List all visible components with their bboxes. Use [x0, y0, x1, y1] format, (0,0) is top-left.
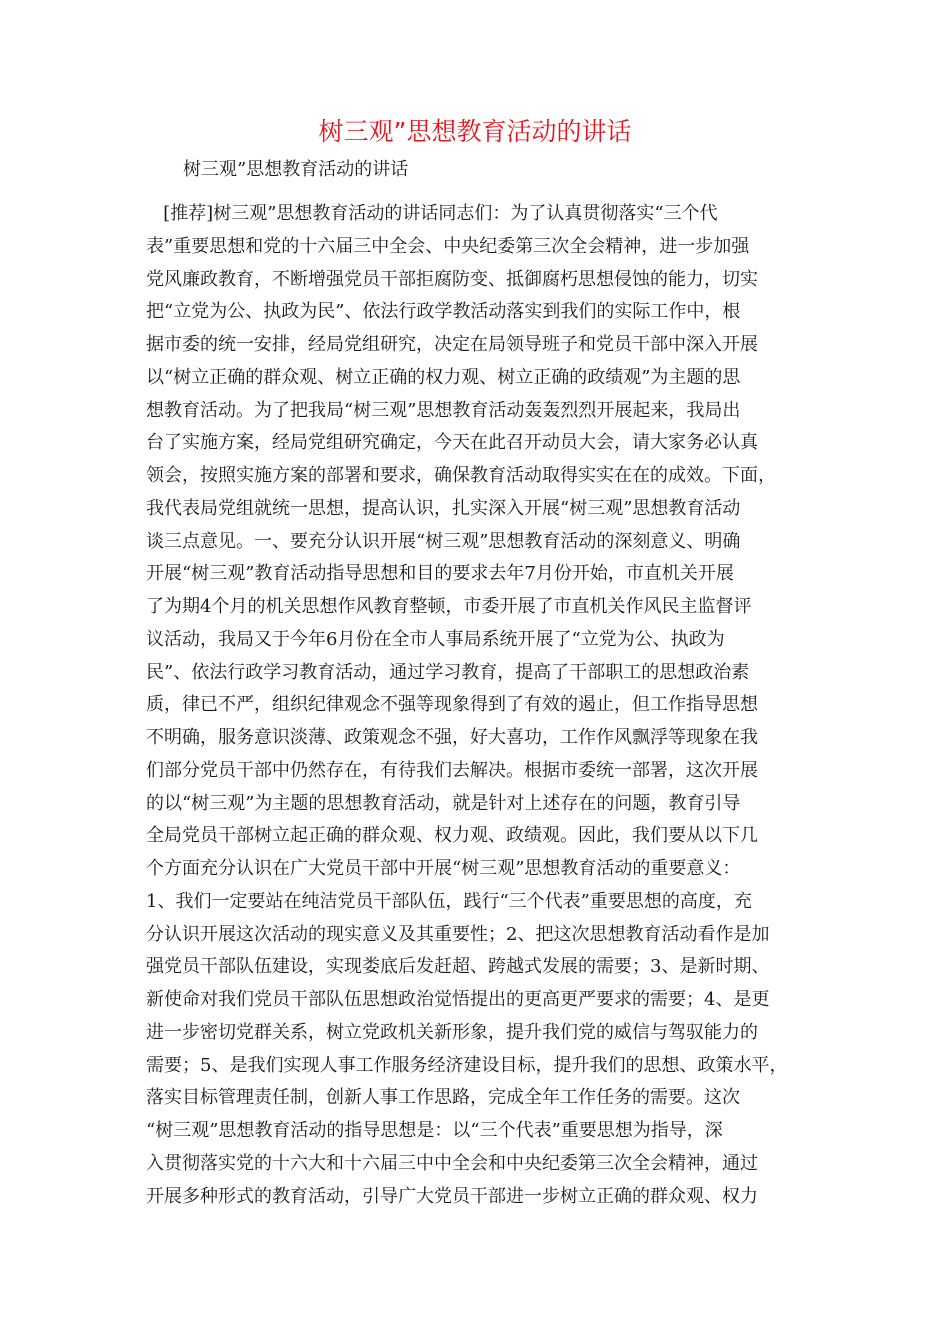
body-text-line: 的以“树三观”为主题的思想教育活动，就是针对上述存在的问题，教育引导 [146, 792, 741, 814]
body-text-line: 不明确，服务意识淡薄、政策观念不强，好大喜功，工作作风飘浮等现象在我 [146, 727, 758, 748]
body-text-line: 了为期4个月的机关思想作风教育整顿，市委开展了市直机关作风民主监督评 [146, 596, 752, 617]
body-text-line: 表”重要思想和党的十六届三中全会、中央纪委第三次全会精神，进一步加强 [146, 235, 750, 257]
body-text-line: 进一步密切党群关系，树立党政机关新形象，提升我们党的威信与驾驭能力的 [146, 1021, 758, 1043]
body-text-line: 据市委的统一安排，经局党组研究，决定在局领导班子和党员干部中深入开展 [146, 334, 758, 355]
body-text-line: 以“树立正确的群众观、树立正确的权力观、树立正确的政绩观”为主题的思 [146, 366, 741, 388]
body-text-line: 个方面充分认识在广大党员干部中开展“树三观”思想教育活动的重要意义： [146, 858, 741, 879]
body-text-line: 我代表局党组就统一思想，提高认识，扎实深入开展“树三观”思想教育活动 [146, 497, 741, 519]
body-text-line: 谈三点意见。一、要充分认识开展“树三观”思想教育活动的深刻意义、明确 [146, 530, 741, 552]
body-text-line: 把“立党为公、执政为民”、依法行政学教活动落实到我们的实际工作中，根 [146, 301, 741, 323]
body-text-line: 们部分党员干部中仍然存在，有待我们去解决。根据市委统一部署，这次开展 [146, 759, 758, 781]
body-text-line: 台了实施方案，经局党组研究确定，今天在此召开动员大会，请大家务必认真 [146, 432, 758, 454]
body-text-line: 落实目标管理责任制，创新人事工作思路，完成全年工作任务的需要。这次 [146, 1087, 740, 1109]
body-text-line: 强党员干部队伍建设，实现娄底后发赶超、跨越式发展的需要；3、是新时期、 [146, 956, 770, 978]
body-text-line: 民”、依法行政学习教育活动，通过学习教育，提高了干部职工的思想政治素 [146, 661, 750, 683]
body-text-line: 想教育活动。为了把我局“树三观”思想教育活动轰轰烈烈开展起来，我局出 [146, 399, 741, 421]
document-body [146, 198, 806, 1213]
body-text-line: 需要；5、是我们实现人事工作服务经济建设目标，提升我们的思想、政策水平， [146, 1054, 788, 1076]
body-text-line: “树三观”思想教育活动的指导思想是：以“三个代表”重要思想为指导，深 [146, 1120, 723, 1141]
body-text-line: 新使命对我们党员干部队伍思想政治觉悟提出的更高更严要求的需要；4、是更 [146, 989, 770, 1010]
body-text-line: 议活动，我局又于今年6月份在全市人事局系统开展了“立党为公、执政为 [146, 628, 725, 650]
body-text-line: 1、我们一定要站在纯洁党员干部队伍，践行“三个代表”重要思想的高度，充 [146, 890, 752, 912]
body-text-line: 入贯彻落实党的十六大和十六届三中中全会和中央纪委第三次全会精神，通过 [146, 1152, 758, 1174]
body-text-line: 开展“树三观”教育活动指导思想和目的要求去年7月份开始，市直机关开展 [146, 563, 734, 585]
body-text-line: 党风廉政教育，不断增强党员干部拒腐防变、抵御腐朽思想侵蚀的能力，切实 [146, 268, 758, 290]
body-text-line: [推荐]树三观”思想教育活动的讲话同志们：为了认真贯彻落实“三个代 [146, 203, 718, 224]
body-text-line: 领会，按照实施方案的部署和要求，确保教育活动取得实实在在的成效。下面， [146, 465, 776, 486]
body-text-line: 全局党员干部树立起正确的群众观、权力观、政绩观。因此，我们要从以下几 [146, 825, 758, 847]
document-subtitle: 树三观”思想教育活动的讲话 [183, 159, 409, 180]
document-title: 树三观”思想教育活动的讲话 [318, 117, 632, 146]
body-text-line: 质，律已不严，组织纪律观念不强等现象得到了有效的遏止，但工作指导思想 [146, 694, 758, 716]
body-text-line: 分认识开展这次活动的现实意义及其重要性；2、把这次思想教育活动看作是加 [146, 923, 770, 945]
body-text-line: 开展多种形式的教育活动，引导广大党员干部进一步树立正确的群众观、权力 [146, 1185, 758, 1207]
